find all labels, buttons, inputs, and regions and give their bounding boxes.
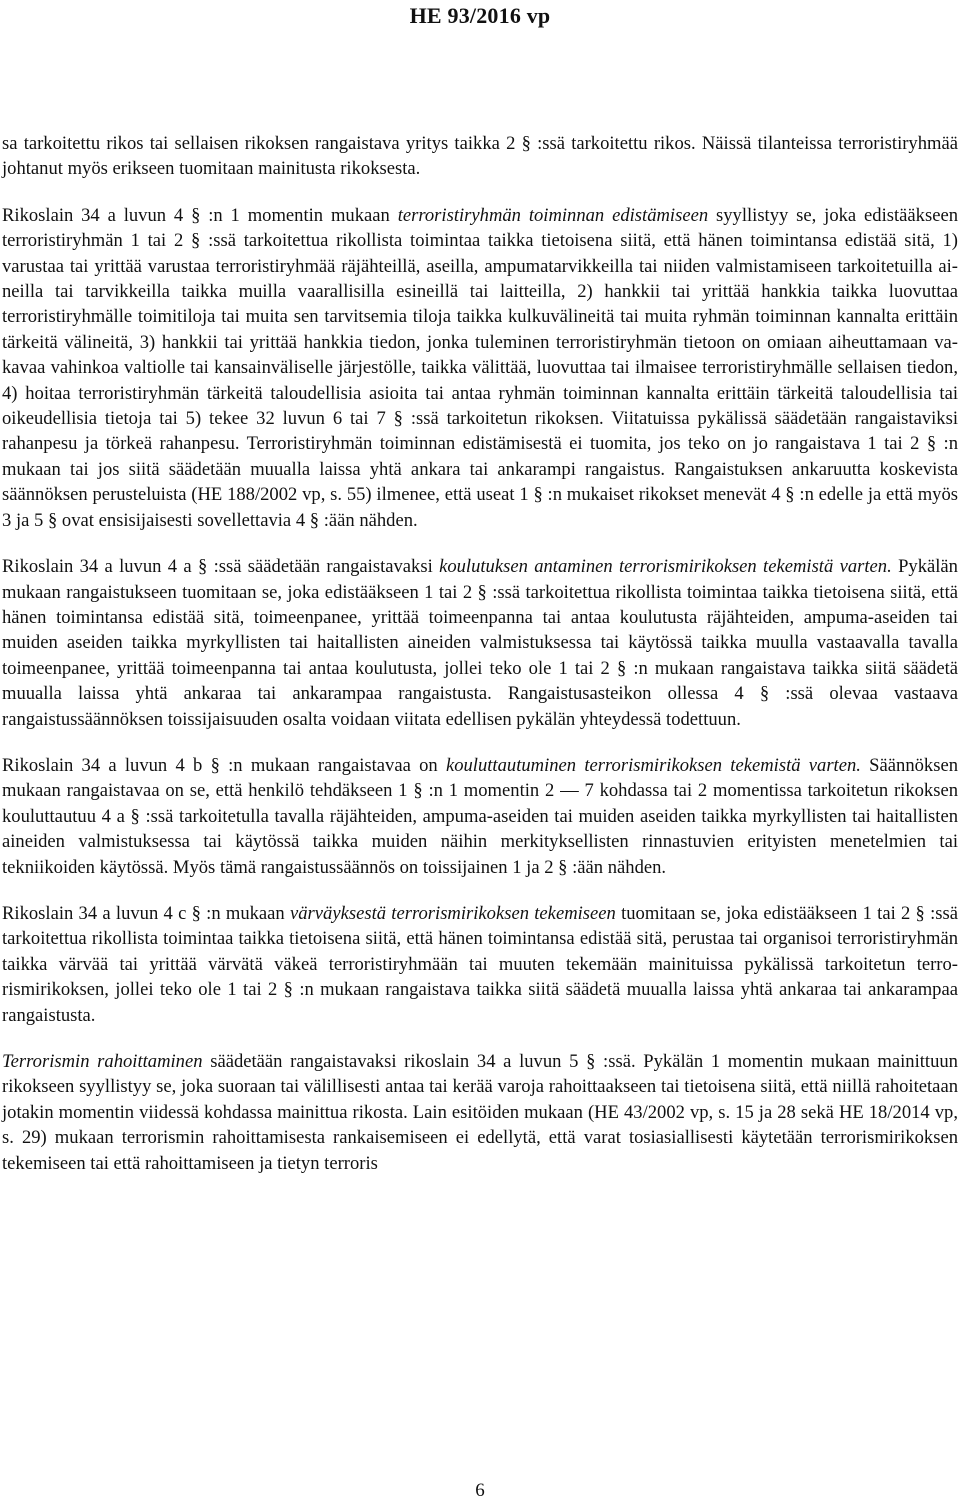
text-segment: Säännöksen mukaan rangaistavaa on se, että henkilö tehdäkseen 1 § :n 1 momentin 2 — 7 kohdassa tai 2 momentissa tarkoitetun rikoksen kouluttautuu 4 a § :ssä tarkoitetulla tavalla räjähteiden, ampuma-aseiden tai muiden aseiden taikka myrkyllisten tai haitallisten aineiden valmistuksessa tai käytössä taikka muiden näihin merkityksellisten rinnastuvien erityisten menetelmien tai tekniikoiden käytössä. Myös tämä rangaistussäännös on toissijainen 1 ja 2 § :ään nähden. [2, 754, 959, 878]
italic-term: terroristiryhmän toiminnan edistämiseen [397, 204, 709, 226]
text-segment: Rikoslain 34 a luvun 4 a § :ssä säädetään rangaistavaksi [2, 556, 440, 578]
italic-term: koulutuksen antaminen terrorismirikoksen tekemistä varten. [439, 556, 892, 578]
text-segment: Rikoslain 34 a luvun 4 c § :n mukaan [2, 902, 290, 924]
document-body [2, 131, 958, 1176]
paragraph-5 [2, 1049, 958, 1176]
text-segment: sa tarkoitettu rikos tai sellaisen rikoksen rangaistava yritys taikka 2 § :ssä tarkoitettu rikos. Näissä tilanteissa terroristiryhmää johtanut myös erikseen tuomitaan mainitusta rikoksesta. [2, 133, 958, 180]
paragraph-3 [2, 753, 958, 880]
text-segment: Rikoslain 34 a luvun 4 b § :n mukaan rangaistavaa on [2, 754, 446, 776]
text-segment: Rikoslain 34 a luvun 4 § :n 1 momentin mukaan [2, 204, 398, 226]
text-segment: Pykälän mukaan rangaistukseen tuomitaan se, joka edistääkseen 1 tai 2 § :ssä tarkoitettua rikollista toimintaa taikka tietoisena siitä, että hänen toimintansa edistää sitä, toimeenpanee, yrittää toimeenpanna tai antaa koulutusta räjähteiden, ampuma-aseiden tai muiden aseiden taikka myrkyllisten tai haitallisten aineiden valmistuksessa tai käytössä taikka muulla vastaavalla tavalla toimeenpanee, yrittää toimeenpanna tai antaa koulutusta, jollei teko ole 1 tai 2 § :n mukaan rangaistava taikka siitä säädetä muualla laissa yhtä ankaraa tai ankarampaa rangaistusta. Rangaistusasteikon ollessa 4 § :ssä olevaa vastaava rangaistussäännöksen toissijaisuuden osalta voidaan viitata edellisen pykälän yhteydessä todettuun. [2, 556, 958, 730]
paragraph-2 [2, 554, 958, 732]
text-segment: säädetään rangaistavaksi rikoslain 34 a luvun 5 § :ssä. Pykälän 1 momentin mukaan mainittuun rikokseen syyllistyy se, joka suoraan tai välillisesti antaa tai kerää varoja rahoittaakseen tai tietoisena siitä, että niillä rahoitetaan jotakin momentin viidessä kohdassa mainittua rikosta. Lain esitöiden mukaan (HE 43/2002 vp, s. 15 ja 28 sekä HE 18/2014 vp, s. 29) mukaan terrorismin rahoittamisesta rankaisemiseen ei edellytä, että varat tosiasiallisesti käytetään terrorismirikoksen tekemiseen tai että rahoittamiseen ja tietyn terroris [2, 1051, 958, 1174]
italic-term: kouluttautuminen terrorismirikoksen tekemistä varten. [445, 754, 861, 776]
paragraph-1 [2, 203, 958, 533]
italic-term: Terrorismin rahoittaminen [2, 1051, 203, 1072]
text-segment: syyllistyy se, joka edistääkseen terroristiryhmän 1 tai 2 § :ssä tarkoitettua rikollista toimintaa taikka tietoisena siitä, että hänen toimintansa edistää sitä, 1) varustaa tai yrittää varustaa terroristiryhmää räjähteillä, aseilla, ampumatarvikkeilla tai niiden valmistamiseen tarkoitetuilla aineilla tai tarvikkeilla taikka muilla vaarallisilla esineillä tai laitteilla, 2) hankkii tai yrittää hankkia taikka luovuttaa terroristiryhmälle toimitiloja tai muita sen tarvitsemia tiloja taikka kulkuvälineitä tai muita ryhmän toiminnan kannalta erittäin tärkeitä välineitä, 3) hankkii tai yrittää hankkia tiedon, jonka tuleminen terroristiryhmän tietoon on omiaan aiheuttamaan vakavaa vahinkoa valtiolle tai kansainväliselle järjestölle, taikka välittää, luovuttaa tai ilmaisee terroristiryhmälle sellaisen tiedon, 4) hoitaa terroristiryhmän tärkeitä taloudellisia asioita tai antaa ryhmän toiminnan kannalta erittäin tärkeitä taloudellisia tai oikeudellisia tietoja tai 5) tekee 32 luvun 6 tai 7 § :ssä tarkoitetun rikoksen. Viitatuissa pykälissä säädetään rangaistaviksi rahanpesu ja törkeä rahanpesu. Terroristiryhmän toiminnan edistämisestä ei tuomita, jos teko on jo rangaistava 1 tai 2 § :n mukaan tai jos siitä säädetään muualla laissa yhtä ankara tai ankarampi rangaistus. Rangaistuksen ankaruutta koskevista säännöksen perusteluista (HE 188/2002 vp, s. 55) ilmenee, että useat 1 § :n mukaiset rikokset menevät 4 § :n edelle ja että myös 3 ja 5 § ovat ensisijaisesti sovellettavia 4 § :ään nähden. [2, 204, 959, 531]
paragraph-4 [2, 901, 958, 1028]
paragraph-0 [2, 131, 958, 182]
italic-term: värväyksestä terrorismirikoksen tekemiseen [290, 902, 616, 924]
page-number: 6 [475, 1480, 485, 1501]
document-header: HE 93/2016 vp [409, 3, 551, 28]
text-segment: tuomitaan se, joka edistääkseen 1 tai 2 § :ssä tarkoitettua rikollista toimintaa taikka tietoisena siitä, että hänen toimintansa edistää sitä, perustaa tai organisoi terroristiryhmän taikka värvää tai yrittää värvätä väkeä terroristiryhmään tai muuten tekemään mainituissa pykälissä tarkoitetun terrorismirikoksen, jollei teko ole 1 tai 2 § :n mukaan rangaistava taikka siitä säädetä muualla laissa yhtä ankaraa tai ankarampaa rangaistusta. [2, 902, 959, 1026]
